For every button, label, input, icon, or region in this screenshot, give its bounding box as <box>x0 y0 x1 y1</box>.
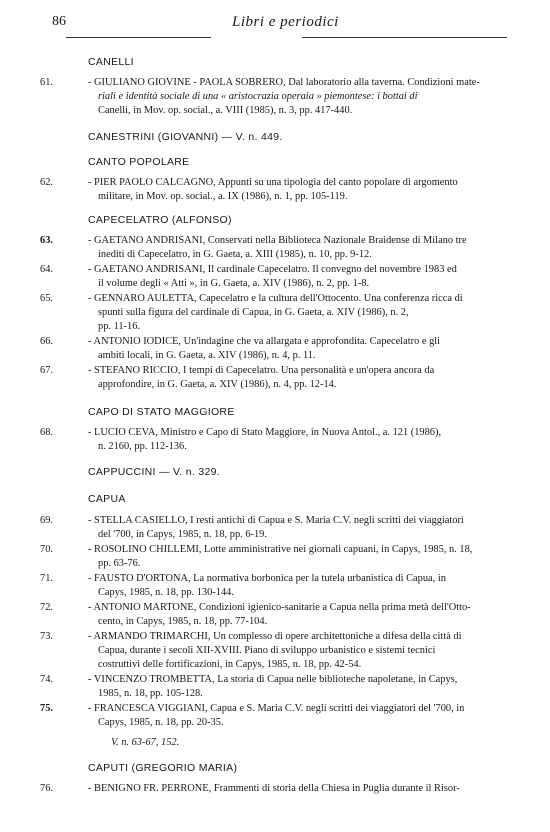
entry-line: pp. 63-76. <box>98 558 141 570</box>
entry-text <box>88 335 512 363</box>
entry-number: 63. <box>40 235 53 246</box>
entry-text <box>88 702 512 730</box>
entry-number: 67. <box>40 365 53 376</box>
entry-line: il volume degli « Atti », in G. Gaeta, a. XIV (1986), n. 2, pp. 1-8. <box>98 278 370 290</box>
entry-line: Capys, 1985, n. 18, pp. 130-144. <box>98 587 234 599</box>
entry-number: 69. <box>40 515 53 526</box>
entry-line: militare, in Mov. op. social., a. IX (1986), n. 1, pp. 105-119. <box>98 191 348 203</box>
section-heading: CAPUTI (GREGORIO MARIA) <box>88 762 238 774</box>
page-number: 86 <box>52 14 66 29</box>
entry-line: pp. 11-16. <box>98 321 141 333</box>
entry-line: - BENIGNO FR. PERRONE, Frammenti di storia della Chiesa in Puglia durante il Risor- <box>88 783 460 794</box>
entry-number: 74. <box>40 674 53 685</box>
entry-text <box>88 234 512 262</box>
section-heading: CANTO POPOLARE <box>88 156 190 168</box>
entry-line: - GAETANO ANDRISANI, Conservati nella Biblioteca Nazionale Braidense di Milano tre <box>88 235 467 246</box>
section-heading: CAPPUCCINI — V. n. 329. <box>88 466 220 478</box>
entry-line: 1985, n. 18, pp. 105-128. <box>98 688 203 700</box>
entry-number: 70. <box>40 544 53 555</box>
entry-text <box>88 673 512 701</box>
entry-line: - LUCIO CEVA, Ministro e Capo di Stato Maggiore, in Nuova Antol., a. 121 (1986), <box>88 427 442 438</box>
entry-line: approfondire, in G. Gaeta, a. XIV (1986), n. 4, pp. 12-14. <box>98 379 337 391</box>
entry-line: - ANTONIO MARTONE, Condizioni igienico-sanitarie a Capua nella prima metà dell'Otto- <box>88 602 471 613</box>
header-rule-right <box>302 37 507 38</box>
entry-number: 72. <box>40 602 53 613</box>
entry-text <box>88 514 512 542</box>
entry-number: 65. <box>40 293 53 304</box>
entry-line: n. 2160, pp. 112-136. <box>98 441 187 453</box>
entry-line: - PIER PAOLO CALCAGNO, Appunti su una tipologia del canto popolare di argomento <box>88 177 458 188</box>
entry-number: 76. <box>40 783 53 794</box>
entry-text <box>88 176 512 204</box>
entry-line: inediti di Capecelatro, in G. Gaeta, a. XIII (1985), n. 10, pp. 9-12. <box>98 249 372 261</box>
section-heading: CAPO DI STATO MAGGIORE <box>88 406 235 418</box>
entry-line: ambiti locali, in G. Gaeta, a. XIV (1986), n. 4, p. 11. <box>98 350 316 362</box>
entry-text <box>88 601 512 629</box>
entry-line: - GENNARO AULETTA, Capecelatro e la cultura dell'Ottocento. Una conferenza ricca di <box>88 293 463 304</box>
entry-line: riali e identità sociale di una « aristocrazia operaia » piemontese: i bottai di <box>98 91 418 103</box>
running-head: Libri e periodici <box>232 14 339 30</box>
entry-line: - VINCENZO TROMBETTA, La storia di Capua nelle biblioteche napoletane, in Capys, <box>88 674 458 685</box>
section-heading: CAPECELATRO (ALFONSO) <box>88 214 232 226</box>
entry-number: 75. <box>40 703 53 714</box>
entry-line: costruttivi delle fortificazioni, in Capys, 1985, n. 18, pp. 42-54. <box>98 659 362 671</box>
entry-line: Canelli, in Mov. op. social., a. VIII (1985), n. 3, pp. 417-440. <box>98 105 353 117</box>
entry-text <box>88 543 512 571</box>
entry-number: 73. <box>40 631 53 642</box>
entry-number: 71. <box>40 573 53 584</box>
entry-text <box>88 572 512 600</box>
entry-line: del '700, in Capys, 1985, n. 18, pp. 6-19. <box>98 529 267 541</box>
cross-reference: V. n. 63-67, 152. <box>111 737 180 748</box>
section-heading: CANELLI <box>88 56 134 68</box>
entry-number: 62. <box>40 177 53 188</box>
entry-line: - ROSOLINO CHILLEMI, Lotte amministrative nei giornali capuani, in Capys, 1985, n. 18, <box>88 544 473 555</box>
entry-line: Capua, durante i secoli XII-XVIII. Piano di sviluppo urbanistico e sistemi tecnici <box>98 645 436 657</box>
entry-line: - GAETANO ANDRISANI, Il cardinale Capecelatro. Il convegno del novembre 1983 ed <box>88 264 457 275</box>
entry-line: - FRANCESCA VIGGIANI, Capua e S. Maria C.V. negli scritti dei viaggiatori del '700, in <box>88 703 465 714</box>
entry-number: 61. <box>40 77 53 88</box>
entry-number: 68. <box>40 427 53 438</box>
entry-text <box>88 426 512 454</box>
entry-line: Capys, 1985, n. 18, pp. 20-35. <box>98 717 224 729</box>
entry-line: - GIULIANO GIOVINE - PAOLA SOBRERO, Dal laboratorio alla taverna. Condizioni mate- <box>88 77 480 88</box>
entry-number: 66. <box>40 336 53 347</box>
entry-line: - STELLA CASIELLO, I resti antichi di Capua e S. Maria C.V. negli scritti dei viaggiatori <box>88 515 464 526</box>
section-heading: CANESTRINI (GIOVANNI) — V. n. 449. <box>88 131 283 143</box>
section-heading: CAPUA <box>88 493 126 505</box>
entry-line: cento, in Capys, 1985, n. 18, pp. 77-104. <box>98 616 268 628</box>
entry-number: 64. <box>40 264 53 275</box>
entry-text <box>88 263 512 291</box>
entry-line: - STEFANO RICCIO, I tempi di Capecelatro. Una personalità e un'opera ancora da <box>88 365 435 376</box>
entry-text <box>88 364 512 392</box>
entry-line: - FAUSTO D'ORTONA, La normativa borbonica per la tutela urbanistica di Capua, in <box>88 573 446 584</box>
entry-line: spunti sulla figura del cardinale di Capua, in G. Gaeta, a. XIV (1986), n. 2, <box>98 307 409 319</box>
entry-text <box>88 292 512 335</box>
entry-line: - ANTONIO IODICE, Un'indagine che va allargata e approfondita. Capecelatro e gli <box>88 336 441 347</box>
entry-text <box>88 76 512 119</box>
entry-line: - ARMANDO TRIMARCHI, Un complesso di opere architettoniche a difesa della città di <box>88 631 462 642</box>
header-rule-left <box>66 37 211 38</box>
entry-text <box>88 630 512 673</box>
entry-text <box>88 782 512 796</box>
